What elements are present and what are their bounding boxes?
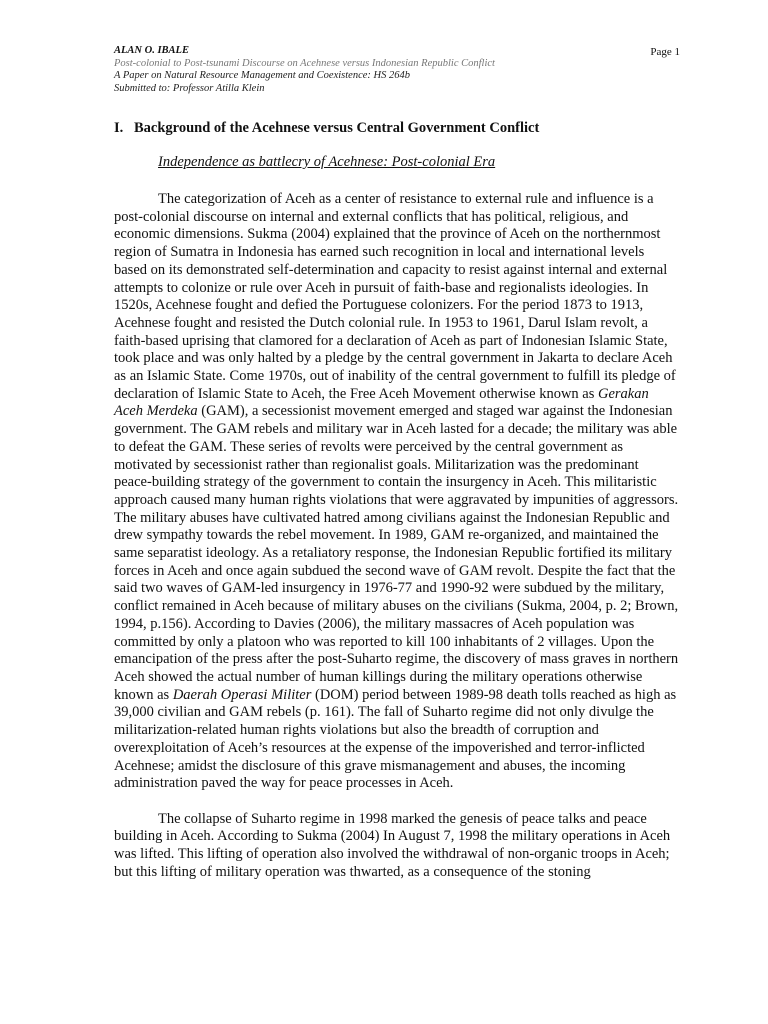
section-heading [114, 120, 539, 137]
subsection-heading: Independence as battlecry of Acehnese: Post-colonial Era [158, 154, 496, 170]
paragraph-1-part-1: The categorization of Aceh as a center of resistance to external rule and influence is a post-colonial discourse on internal and external conflicts that has political, religious, and economic dimensions. Sukma (2004) explained that the province of Aceh on the northernmost region of Sumatra in Indonesia has earned such recognition in local and international levels based on its demonstrated self-determination and capacity to resist against internal and external attempts to colonize or rule over Aceh in pursuit of faith-base and regionalists ideologies. In 1520s, Acehnese fought and defied the Portuguese colonizers. For the period 1873 to 1913, Acehnese fought and resisted the Dutch colonial rule. In 1953 to 1961, Darul Islam revolt, a faith-based uprising that clamored for a declaration of Aceh as part of Indonesian Islamic State, took place and was only halted by a pledge by the central government in Jakarta to declare Aceh as an Islamic State. Come 1970s, out of inability of the central government to fulfill its pledge of declaration of Islamic State to Aceh, the Free Aceh Movement otherwise known as [114, 191, 676, 402]
term-gam: Gerakan Aceh Merdeka [114, 385, 649, 420]
section-number: I. [114, 120, 124, 136]
submitted-to: Submitted to: Professor Atilla Klein [114, 82, 265, 94]
paragraph-2: The collapse of Suharto regime in 1998 marked the genesis of peace talks and peace building in Aceh. According to Sukma (2004) In August 7, 1998 the military operations in Aceh was lifted. This lifting of operation also involved the withdrawal of non-organic troops in Aceh; but this lifting of military operation was thwarted, as a consequence of the stoning [114, 810, 671, 880]
section-title: Background of the Acehnese versus Central Government Conflict [134, 120, 540, 136]
paragraph-1 [114, 191, 680, 793]
term-dom: Daerah Operasi Militer [172, 686, 312, 703]
paragraph-1-part-3: (DOM) period between 1989-98 death tolls reached as high as 39,000 civilian and GAM rebels (p. 161). The fall of Suharto regime did not only divulge the militarization-related human rights violations but also the breadth of corruption and overexploitation of Aceh’s resources at the expense of the impoverished and terror-inflicted Acehnese; amidst the disclosure of this grave mismanagement and abuses, the incoming administration paved the way for peace processes in Aceh. [114, 686, 677, 792]
course-line: A Paper on Natural Resource Management and Coexistence: HS 264b [114, 70, 410, 81]
author-name: ALAN O. IBALE [114, 45, 189, 56]
body-text [114, 191, 680, 881]
paper-subtitle: Post-colonial to Post-tsunami Discourse on Acehnese versus Indonesian Republic Conflict [114, 57, 495, 69]
page-header [114, 45, 680, 95]
paragraph-1-part-2: (GAM), a secessionist movement emerged and staged war against the Indonesian government. The GAM rebels and military war in Aceh lasted for a decade; the military was able to defeat the GAM. These series of revolts were perceived by the central government as motivated by secessionist rather than regionalist goals. Militarization was the predominant peace-building strategy of the government to contain the insurgency in Aceh. This militaristic approach caused many human rights violations that were aggravated by impunities of aggressors. The military abuses have cultivated hatred among civilians against the Indonesian Republic and drew sympathy towards the rebel movement. In 1989, GAM re-organized, and maintained the same separatist ideology. As a retaliatory response, the Indonesian Republic fortified its military forces in Aceh and once again subdued the second wave of GAM revolt. Despite the fact that the said two waves of GAM-led insurgency in 1976-77 and 1990-92 were subdued by the military, conflict remained in Aceh because of military abuses on the civilians (Sukma, 2004, p. 2; Brown, 1994, p.156). According to Davies (2006), the military massacres of Aceh population was committed by only a platoon who was reported to kill 100 inhabitants of 2 villages. Upon the emancipation of the press after the post-Suharto regime, the discovery of mass graves in northern Aceh showed the actual number of human killings during the military operations otherwise known as [114, 403, 679, 703]
page-number: Page 1 [650, 46, 680, 58]
